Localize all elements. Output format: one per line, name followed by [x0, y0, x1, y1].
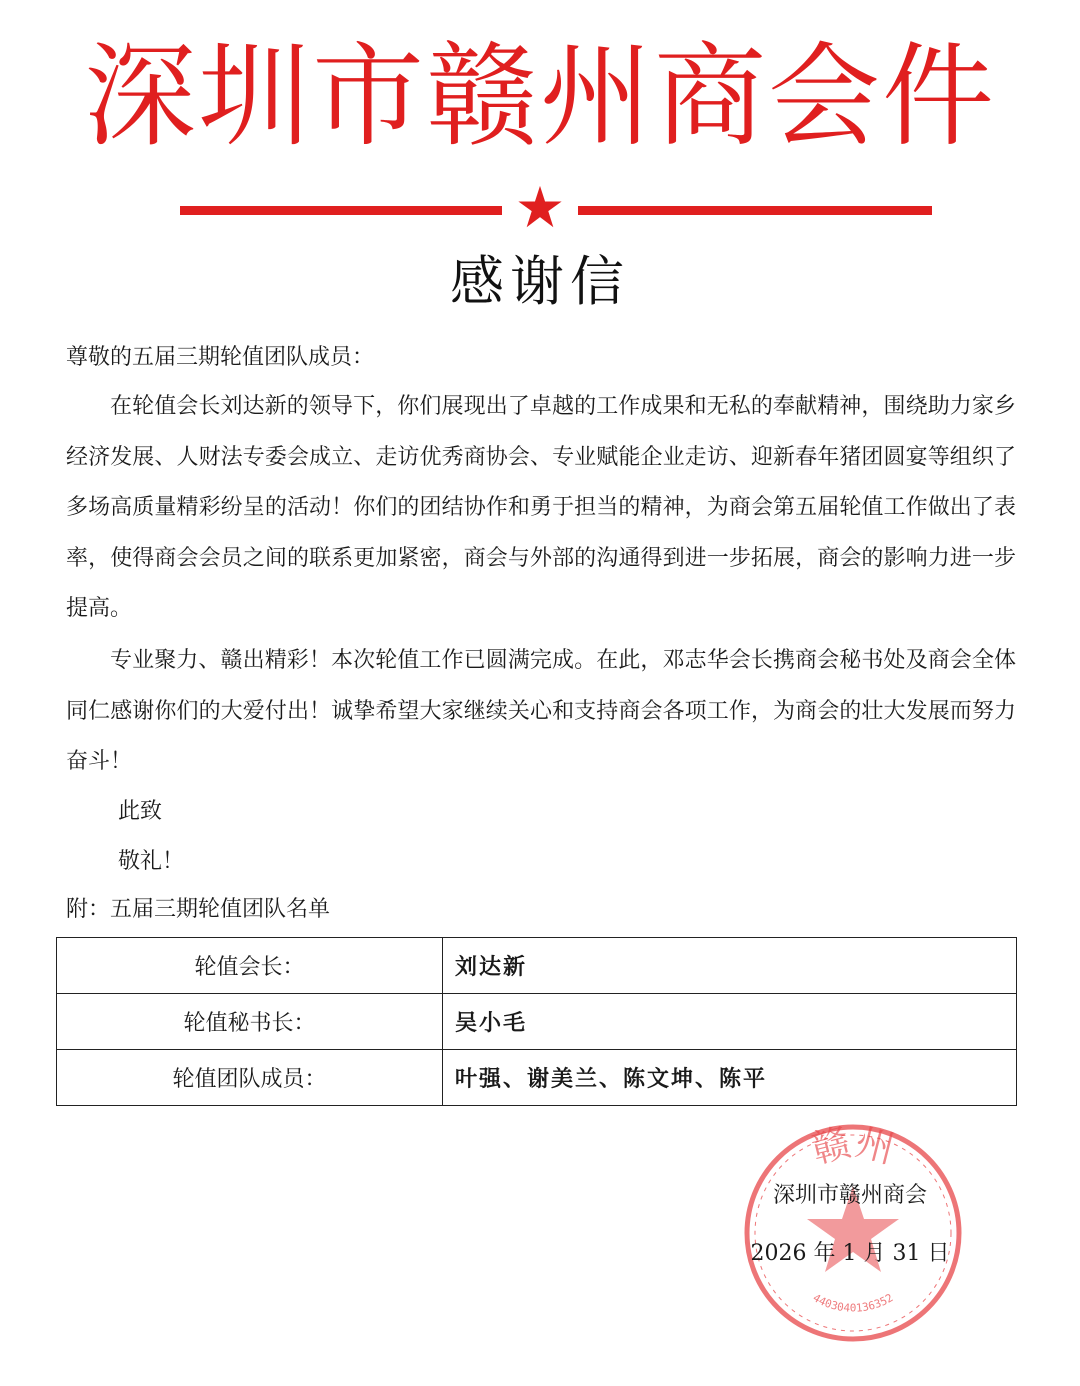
names-cell: 叶强、谢美兰、陈文坤、陈平: [443, 1050, 1017, 1106]
signature-organization: 深圳市赣州商会: [772, 1183, 927, 1208]
table-row: [57, 994, 1017, 1050]
body-paragraph: 专业聚力、赣出精彩！本次轮值工作已圆满完成。在此，邓志华会长携商会秘书处及商会全体同仁感谢你们的大爱付出！诚挚希望大家继续关心和支持商会各项工作，为商会的壮大发展而努力奋斗！: [66, 648, 1016, 774]
masthead-rule-left: [180, 206, 502, 215]
official-seal-icon: [738, 1118, 968, 1348]
letter-title: 感谢信: [450, 250, 630, 313]
signature-date: 2026 年 1 月 31 日: [750, 1241, 950, 1266]
salutation: 尊敬的五届三期轮值团队成员：: [66, 345, 375, 370]
table-row: [57, 1050, 1017, 1106]
masthead-rule-right: [578, 206, 932, 215]
attachment-label: 附：五届三期轮值团队名单: [66, 897, 331, 922]
seal-number: 4403040136352: [810, 1291, 896, 1315]
table-row: [57, 938, 1017, 994]
role-cell: 轮值会长：: [57, 938, 443, 994]
role-cell: 轮值团队成员：: [57, 1050, 443, 1106]
closing-line: 敬礼！: [118, 849, 185, 874]
role-cell: 轮值秘书长：: [57, 994, 443, 1050]
roster-table: [56, 937, 1017, 1106]
names-cell: 刘达新: [443, 938, 1017, 994]
star-icon: [517, 184, 563, 230]
masthead-title: 深圳市赣州商会件: [84, 32, 996, 162]
names-cell: 吴小毛: [443, 994, 1017, 1050]
seal-text: 赣州: [807, 1119, 899, 1172]
body-paragraph: 在轮值会长刘达新的领导下，你们展现出了卓越的工作成果和无私的奉献精神，围绕助力家乡经济发展、人财法专委会成立、走访优秀商协会、专业赋能企业走访、迎新春年猪团圆宴等组织了多场高质量精彩纷呈的活动！你们的团结协作和勇于担当的精神，为商会第五届轮值工作做出了表率，使得商会会员之间的联系更加紧密，商会与外部的沟通得到进一步拓展，商会的影响力进一步提高。: [66, 394, 1016, 621]
closing-line: 此致: [118, 799, 163, 824]
